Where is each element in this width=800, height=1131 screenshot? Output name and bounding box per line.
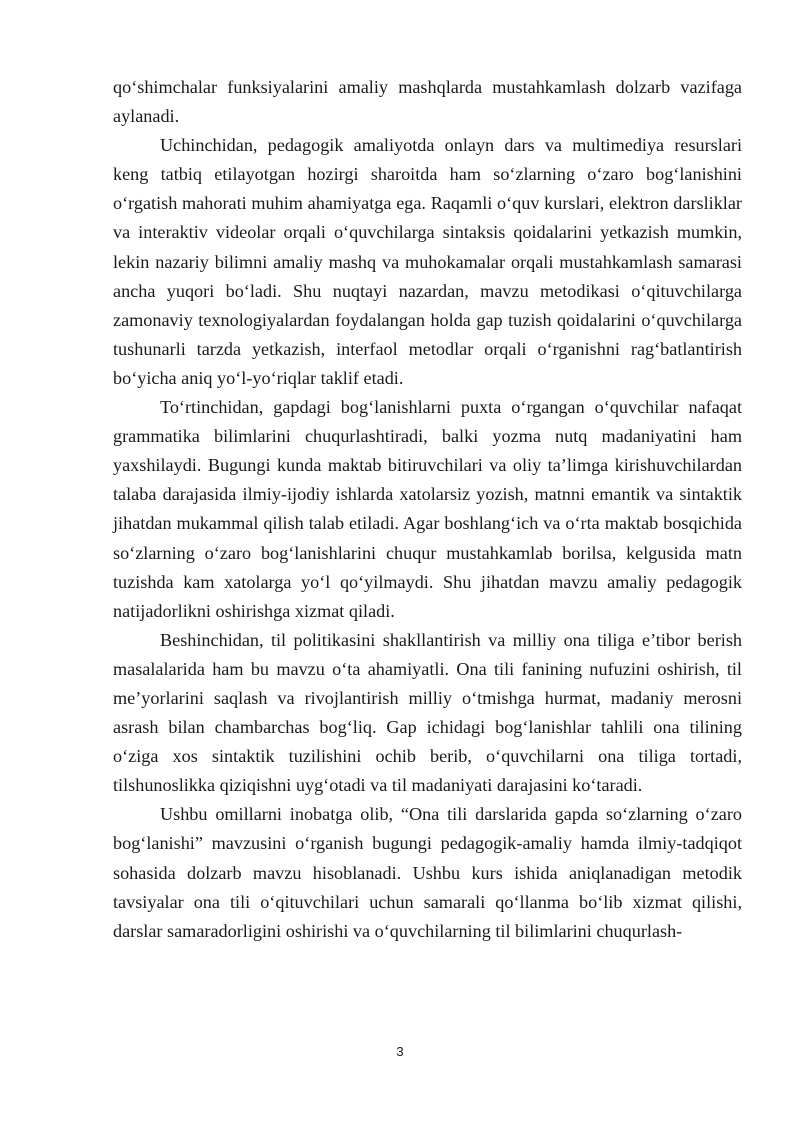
- paragraph-third-point: Uchinchidan, pedagogik amaliyotda onlayn dars va multimediya resurslari keng tatbiq etilayotgan hozirgi sharoitda ham so‘zlarning o‘zaro bog‘lanishini o‘rgatish mahorati muhim ahamiyatga ega. Raqamli o‘quv kurslari, elektron darsliklar va interaktiv videolar orqali o‘quvchilarga sintaksis qoidalarini yetkazish mumkin, lekin nazariy bilimni amaliy mashq va muhokamalar orqali mustahkamlash samarasi ancha yuqori bo‘ladi. Shu nuqtayi nazardan, mavzu metodikasi o‘qituvchilarga zamonaviy texnologiyalardan foydalangan holda gap tuzish qoidalarini o‘quvchilarga tushunarli tarzda yetkazish, interfaol metodlar orqali o‘rganishni rag‘batlantirish bo‘yicha aniq yo‘l-yo‘riqlar taklif etadi.: [113, 135, 742, 388]
- paragraph-fourth-point: To‘rtinchidan, gapdagi bog‘lanishlarni puxta o‘rgangan o‘quvchilar nafaqat grammatika bilimlarini chuqurlashtiradi, balki yozma nutq madaniyatini ham yaxshilaydi. Bugungi kunda maktab bitiruvchilari va oliy ta’limga kirishuvchilardan talaba darajasida ilmiy-ijodiy ishlarda xatolarsiz yozish, matnni emantik va sintaktik jihatdan mukammal qilish talab etiladi. Agar boshlang‘ich va o‘rta maktab bosqichida so‘zlarning o‘zaro bog‘lanishlarini chuqur mustahkamlab borilsa, kelgusida matn tuzishda kam xatolarga yo‘l qo‘yilmaydi. Shu jihatdan mavzu amaliy pedagogik natijadorlikni oshirishga xizmat qiladi.: [113, 397, 742, 621]
- body-text: [113, 73, 742, 946]
- page-number: 3: [396, 1044, 404, 1059]
- paragraph-conclusion: Ushbu omillarni inobatga olib, “Ona tili darslarida gapda so‘zlarning o‘zaro bog‘lanishi” mavzusini o‘rganish bugungi pedagogik-amaliy hamda ilmiy-tadqiqot sohasida dolzarb mavzu hisoblanadi. Ushbu kurs ishida aniqlanadigan metodik tavsiyalar ona tili o‘qituvchilari uchun samarali qo‘llanma bo‘lib xizmat qilishi, darslar samaradorligini oshirishi va o‘quvchilarning til bilimlarini chuqurlash-: [113, 804, 742, 941]
- paragraph-continuation: qo‘shimchalar funksiyalarini amaliy mashqlarda mustahkamlash dolzarb vazifaga aylanadi.: [113, 77, 742, 127]
- paragraph-fifth-point: Beshinchidan, til politikasini shakllantirish va milliy ona tiliga e’tibor berish masalalarida ham bu mavzu o‘ta ahamiyatli. Ona tili fanining nufuzini oshirish, til me’yorlarini saqlash va rivojlantirish milliy o‘tmishga hurmat, madaniy merosni asrash bilan chambarchas bog‘liq. Gap ichidagi bog‘lanishlar tahlili ona tilining o‘ziga xos sintaktik tuzilishini ochib berib, o‘quvchilarni ona tiliga tortadi, tilshunoslikka qiziqishni uyg‘otadi va til madaniyati darajasini ko‘taradi.: [113, 629, 742, 796]
